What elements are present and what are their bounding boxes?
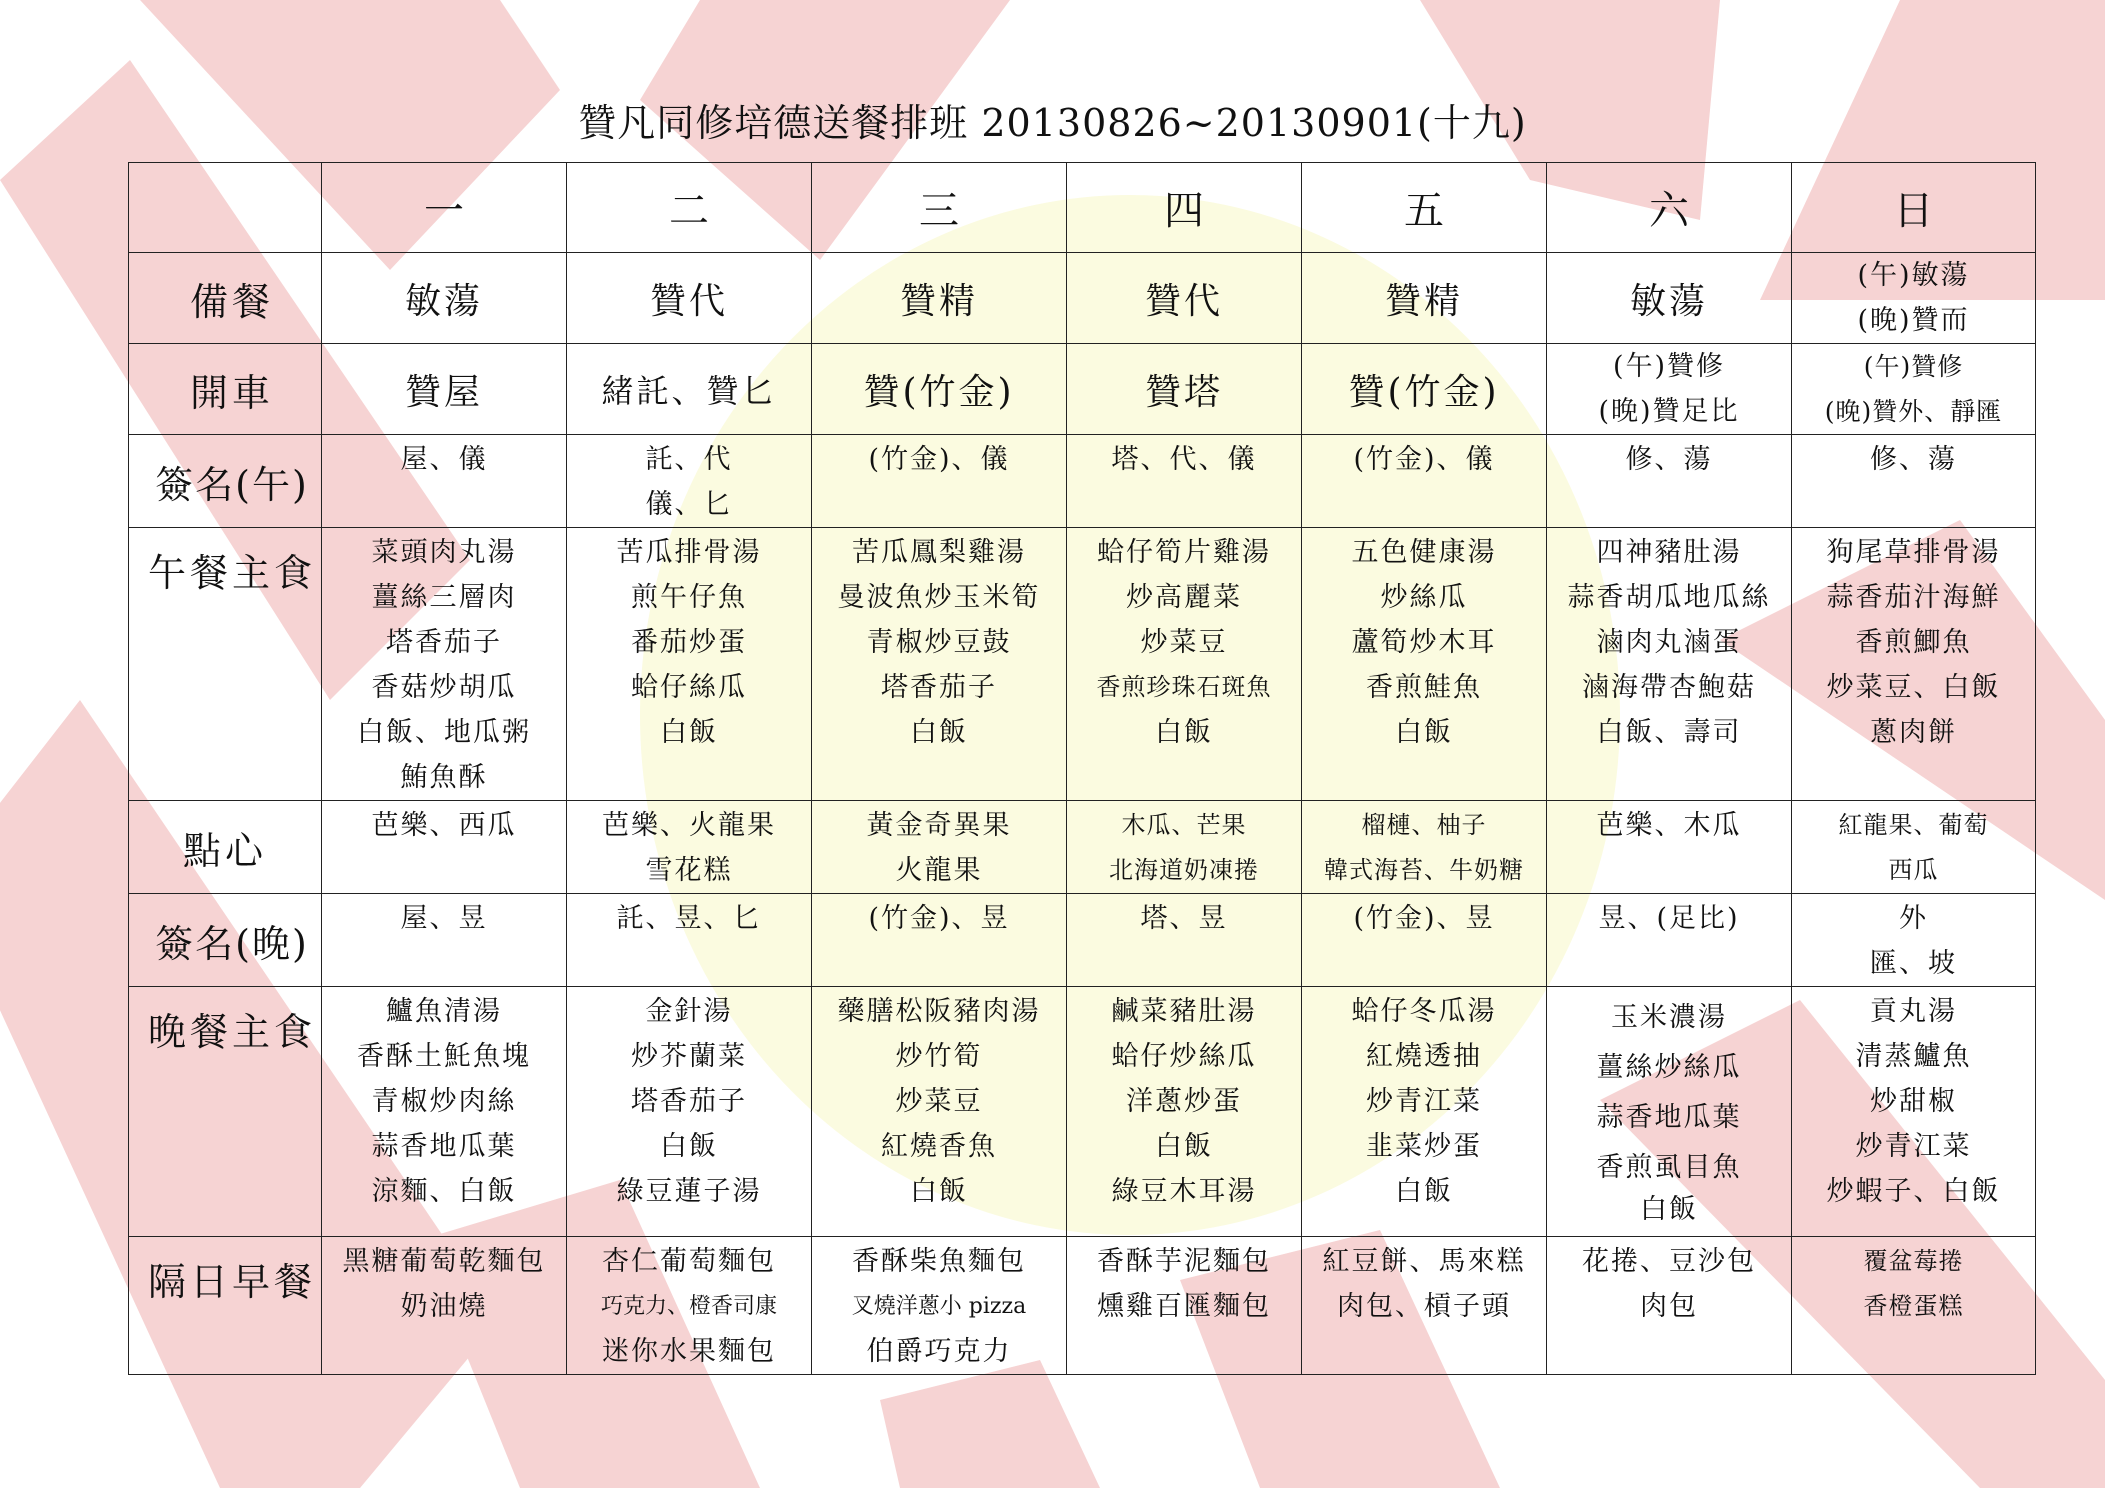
menu-item: 四神豬肚湯: [1596, 537, 1742, 568]
breakfast-row: [129, 1237, 2036, 1375]
menu-item: 炒絲瓜: [1380, 582, 1468, 613]
sign-lunch-cell: [812, 435, 1067, 528]
cell-line: (午)敏蕩: [1857, 260, 1970, 291]
menu-item: 洋蔥炒蛋: [1126, 1086, 1242, 1117]
cell-line: 贊(竹金): [863, 371, 1015, 413]
snack-cell: [812, 801, 1067, 894]
menu-item: 菜頭肉丸湯: [371, 537, 517, 568]
prep-cell: [1302, 253, 1547, 344]
menu-item: 伯爵巧克力: [866, 1336, 1012, 1367]
cell-line: 贊塔: [1144, 371, 1223, 413]
menu-item: 滷肉丸滷蛋: [1596, 627, 1742, 658]
snack-cell: [1067, 801, 1302, 894]
dinner-cell: [1302, 987, 1547, 1237]
corner-cell: [129, 163, 322, 253]
cell-line: 外: [1899, 903, 1928, 934]
menu-item: 涼麵、白飯: [371, 1176, 517, 1207]
cell-line: 北海道奶凍捲: [1109, 856, 1259, 884]
cell-line: 贊代: [1144, 280, 1223, 322]
prep-cell: [1067, 253, 1302, 344]
lunch-cell: [322, 528, 567, 801]
snack-cell: [1302, 801, 1547, 894]
breakfast-cell: [567, 1237, 812, 1375]
menu-item: 香煎鯽魚: [1855, 627, 1972, 658]
sign-dinner-row: [129, 894, 2036, 987]
row-label-lunch: 午餐主食: [129, 528, 322, 801]
menu-item: 狗尾草排骨湯: [1826, 537, 2001, 568]
day-header: 四: [1067, 163, 1302, 253]
prep-cell: [812, 253, 1067, 344]
sign-dinner-cell: [1547, 894, 1792, 987]
cell-line: 木瓜、芒果: [1121, 811, 1247, 839]
menu-item: 白飯: [910, 717, 968, 748]
dinner-cell: [812, 987, 1067, 1237]
sign-lunch-cell: [1302, 435, 1547, 528]
breakfast-cell: [322, 1237, 567, 1375]
menu-item: 奶油燒: [400, 1291, 488, 1322]
sign-lunch-cell: [1792, 435, 2036, 528]
driver-row: [129, 344, 2036, 435]
breakfast-cell: [812, 1237, 1067, 1375]
cell-line: (午)贊修: [1612, 351, 1726, 382]
row-label-driver: 開車: [129, 344, 322, 435]
driver-cell: [322, 344, 567, 435]
sign-lunch-cell: [1547, 435, 1792, 528]
menu-item: 塔香茄子: [631, 1086, 747, 1117]
lunch-cell: [812, 528, 1067, 801]
menu-item: 蘆筍炒木耳: [1351, 627, 1497, 658]
cell-line: 火龍果: [895, 855, 983, 886]
cell-line: 芭樂、火龍果: [602, 810, 776, 841]
page-title: 贊凡同修培德送餐排班 20130826~20130901(十九): [578, 101, 1527, 145]
day-header: 六: [1547, 163, 1792, 253]
menu-item: 香煎珍珠石斑魚: [1096, 673, 1272, 701]
menu-item: 蔥肉餅: [1870, 717, 1957, 748]
breakfast-cell: [1547, 1237, 1792, 1375]
menu-item: 炒青江菜: [1855, 1131, 1972, 1162]
menu-item: 白飯: [1395, 717, 1453, 748]
cell-line: (午)贊修: [1863, 352, 1964, 381]
menu-item: 蒜香茄汁海鮮: [1826, 582, 2001, 613]
cell-line: (竹金)、儀: [868, 444, 1010, 475]
sign-dinner-cell: [812, 894, 1067, 987]
menu-item: 鹹菜豬肚湯: [1111, 996, 1257, 1027]
menu-item: 白飯、壽司: [1596, 717, 1742, 748]
menu-item: 白飯、地瓜粥: [357, 717, 531, 748]
header-row: [129, 163, 2036, 253]
lunch-cell: [1067, 528, 1302, 801]
cell-line: 修、蕩: [1625, 444, 1713, 475]
lunch-cell: [1302, 528, 1547, 801]
menu-item: 燻雞百匯麵包: [1097, 1291, 1271, 1322]
sign-lunch-cell: [1067, 435, 1302, 528]
menu-item: 蒜香胡瓜地瓜絲: [1567, 582, 1771, 613]
cell-line: 紅龍果、葡萄: [1838, 811, 1989, 839]
prep-cell: [567, 253, 812, 344]
menu-item: 白飯: [660, 1131, 718, 1162]
cell-line: 贊代: [649, 280, 728, 322]
menu-item: 迷你水果麵包: [602, 1336, 776, 1367]
menu-item: 炒甜椒: [1870, 1086, 1957, 1117]
menu-item: 香酥柴魚麵包: [852, 1246, 1026, 1277]
menu-item: 蒜香地瓜葉: [371, 1131, 517, 1162]
day-header: 五: [1302, 163, 1547, 253]
menu-item: 肉包: [1640, 1291, 1698, 1322]
dinner-cell: [1067, 987, 1302, 1237]
breakfast-cell: [1302, 1237, 1547, 1375]
menu-item: 香酥芋泥麵包: [1097, 1246, 1271, 1277]
cell-line: 昱、(足比): [1598, 903, 1740, 934]
driver-cell: [1302, 344, 1547, 435]
sign-dinner-cell: [322, 894, 567, 987]
menu-item: 白飯: [1155, 717, 1213, 748]
menu-item: 蛤仔炒絲瓜: [1111, 1041, 1257, 1072]
menu-item: 炒菜豆: [895, 1086, 983, 1117]
menu-item: 白飯: [1640, 1194, 1698, 1225]
dinner-cell: [1547, 987, 1792, 1237]
menu-item: 苦瓜排骨湯: [616, 537, 762, 568]
cell-line: 塔、代、儀: [1111, 444, 1257, 475]
cell-line: 贊精: [899, 280, 978, 322]
cell-line: 韓式海苔、牛奶糖: [1324, 856, 1524, 884]
menu-item: 滷海帶杏鮑菇: [1582, 672, 1756, 703]
sign-dinner-cell: [1302, 894, 1547, 987]
day-header: 日: [1792, 163, 2036, 253]
day-header: 二: [567, 163, 812, 253]
cell-line: (竹金)、儀: [1353, 444, 1495, 475]
menu-item: 花捲、豆沙包: [1582, 1246, 1756, 1277]
cell-line: 西瓜: [1888, 856, 1939, 884]
cell-line: (晚)贊足比: [1598, 396, 1740, 427]
snack-cell: [567, 801, 812, 894]
menu-item: 蒜香地瓜葉: [1596, 1102, 1742, 1133]
menu-item: 炒青江菜: [1366, 1086, 1482, 1117]
menu-item: 紅豆餅、馬來糕: [1322, 1246, 1526, 1277]
sign-dinner-cell: [1792, 894, 2036, 987]
menu-item: 藥膳松阪豬肉湯: [837, 996, 1041, 1027]
driver-cell: [1792, 344, 2036, 435]
meal-schedule-table: [128, 162, 2036, 1375]
dinner-cell: [322, 987, 567, 1237]
menu-item: 炒高麗菜: [1126, 582, 1242, 613]
cell-line: (晚)贊外、靜匯: [1824, 397, 2003, 426]
menu-item: 紅燒透抽: [1366, 1041, 1482, 1072]
menu-item: 香菇炒胡瓜: [371, 672, 517, 703]
cell-line: 敏蕩: [1629, 280, 1708, 322]
cell-line: 芭樂、木瓜: [1596, 810, 1742, 841]
cell-line: 黃金奇異果: [866, 810, 1012, 841]
menu-item: 香橙蛋糕: [1863, 1292, 1964, 1320]
menu-item: 炒菜豆: [1140, 627, 1228, 658]
row-label-sign-lunch: 簽名(午): [129, 435, 322, 528]
driver-cell: [1067, 344, 1302, 435]
sign-dinner-cell: [1067, 894, 1302, 987]
menu-item: 炒蝦子、白飯: [1826, 1176, 2001, 1207]
menu-item: 叉燒洋蔥小 pizza: [851, 1294, 1027, 1319]
lunch-cell: [1547, 528, 1792, 801]
cell-line: 芭樂、西瓜: [371, 810, 517, 841]
menu-item: 白飯: [660, 717, 718, 748]
lunch-row: [129, 528, 2036, 801]
cell-line: 榴槤、柚子: [1361, 811, 1487, 839]
row-label-dinner: 晚餐主食: [129, 987, 322, 1237]
driver-cell: [812, 344, 1067, 435]
menu-item: 香酥土魠魚塊: [357, 1041, 531, 1072]
menu-item: 玉米濃湯: [1611, 1002, 1727, 1033]
menu-item: 金針湯: [645, 996, 733, 1027]
dinner-row: [129, 987, 2036, 1237]
row-label-prep: 備餐: [129, 253, 322, 344]
menu-item: 貢丸湯: [1870, 996, 1957, 1027]
menu-item: 青椒炒肉絲: [371, 1086, 517, 1117]
cell-line: 贊屋: [404, 371, 483, 413]
menu-item: 綠豆木耳湯: [1111, 1176, 1257, 1207]
menu-item: 蛤仔絲瓜: [631, 672, 747, 703]
menu-item: 五色健康湯: [1351, 537, 1497, 568]
menu-item: 鮪魚酥: [400, 762, 488, 793]
prep-cell: [322, 253, 567, 344]
watermark-stripe: [880, 1360, 1100, 1488]
cell-line: 雪花糕: [645, 855, 733, 886]
dinner-cell: [567, 987, 812, 1237]
menu-item: 塔香茄子: [881, 672, 997, 703]
row-label-snack: 點心: [129, 801, 322, 894]
breakfast-cell: [1792, 1237, 2036, 1375]
menu-item: 塔香茄子: [386, 627, 502, 658]
snack-cell: [322, 801, 567, 894]
menu-item: 綠豆蓮子湯: [616, 1176, 762, 1207]
cell-line: 匯、坡: [1870, 948, 1957, 979]
sign-lunch-row: [129, 435, 2036, 528]
cell-line: 託、昱、匕: [616, 903, 762, 934]
snack-cell: [1547, 801, 1792, 894]
menu-item: 韭菜炒蛋: [1366, 1131, 1482, 1162]
sign-lunch-cell: [322, 435, 567, 528]
menu-item: 白飯: [1155, 1131, 1213, 1162]
cell-line: 贊精: [1384, 280, 1463, 322]
menu-item: 巧克力、橙香司康: [600, 1294, 777, 1319]
menu-item: 青椒炒豆鼓: [866, 627, 1012, 658]
menu-item: 曼波魚炒玉米筍: [837, 582, 1041, 613]
menu-item: 煎午仔魚: [631, 582, 747, 613]
menu-item: 肉包、槓子頭: [1337, 1291, 1511, 1322]
menu-item: 蛤仔冬瓜湯: [1351, 996, 1497, 1027]
menu-item: 香煎虱目魚: [1596, 1152, 1742, 1183]
row-label-breakfast: 隔日早餐: [129, 1237, 322, 1375]
menu-item: 炒竹筍: [895, 1041, 983, 1072]
menu-item: 炒菜豆、白飯: [1826, 672, 2001, 703]
snack-row: [129, 801, 2036, 894]
menu-item: 苦瓜鳳梨雞湯: [852, 537, 1026, 568]
day-header: 三: [812, 163, 1067, 253]
cell-line: 緒託、贊匕: [601, 372, 777, 410]
driver-cell: [567, 344, 812, 435]
breakfast-cell: [1067, 1237, 1302, 1375]
menu-item: 清蒸鱸魚: [1855, 1041, 1972, 1072]
dinner-cell: [1792, 987, 2036, 1237]
driver-cell: [1547, 344, 1792, 435]
cell-line: (竹金)、昱: [1353, 903, 1495, 934]
cell-line: (晚)贊而: [1857, 305, 1970, 336]
menu-item: 薑絲三層肉: [371, 582, 517, 613]
menu-item: 紅燒香魚: [881, 1131, 997, 1162]
prep-cell: [1547, 253, 1792, 344]
menu-item: 白飯: [910, 1176, 968, 1207]
prep-cell: [1792, 253, 2036, 344]
menu-item: 薑絲炒絲瓜: [1596, 1052, 1742, 1083]
menu-item: 炒芥蘭菜: [631, 1041, 747, 1072]
cell-line: 敏蕩: [404, 280, 483, 322]
cell-line: 屋、昱: [400, 903, 488, 934]
sign-dinner-cell: [567, 894, 812, 987]
lunch-cell: [1792, 528, 2036, 801]
cell-line: 塔、昱: [1140, 903, 1228, 934]
menu-item: 鱸魚清湯: [386, 996, 502, 1027]
menu-item: 番茄炒蛋: [631, 627, 747, 658]
cell-line: 贊(竹金): [1348, 371, 1500, 413]
menu-item: 杏仁葡萄麵包: [602, 1246, 776, 1277]
row-label-sign-dinner: 簽名(晚): [129, 894, 322, 987]
menu-item: 覆盆莓捲: [1863, 1247, 1964, 1275]
prep-row: [129, 253, 2036, 344]
menu-item: 香煎鮭魚: [1366, 672, 1482, 703]
menu-item: 黑糖葡萄乾麵包: [342, 1246, 546, 1277]
menu-item: 白飯: [1395, 1176, 1453, 1207]
cell-line: 儀、匕: [645, 489, 733, 520]
lunch-cell: [567, 528, 812, 801]
snack-cell: [1792, 801, 2036, 894]
cell-line: 修、蕩: [1870, 444, 1957, 475]
cell-line: 屋、儀: [400, 444, 488, 475]
menu-item: 蛤仔筍片雞湯: [1097, 537, 1271, 568]
cell-line: (竹金)、昱: [868, 903, 1010, 934]
cell-line: 託、代: [645, 444, 733, 475]
day-header: 一: [322, 163, 567, 253]
sign-lunch-cell: [567, 435, 812, 528]
